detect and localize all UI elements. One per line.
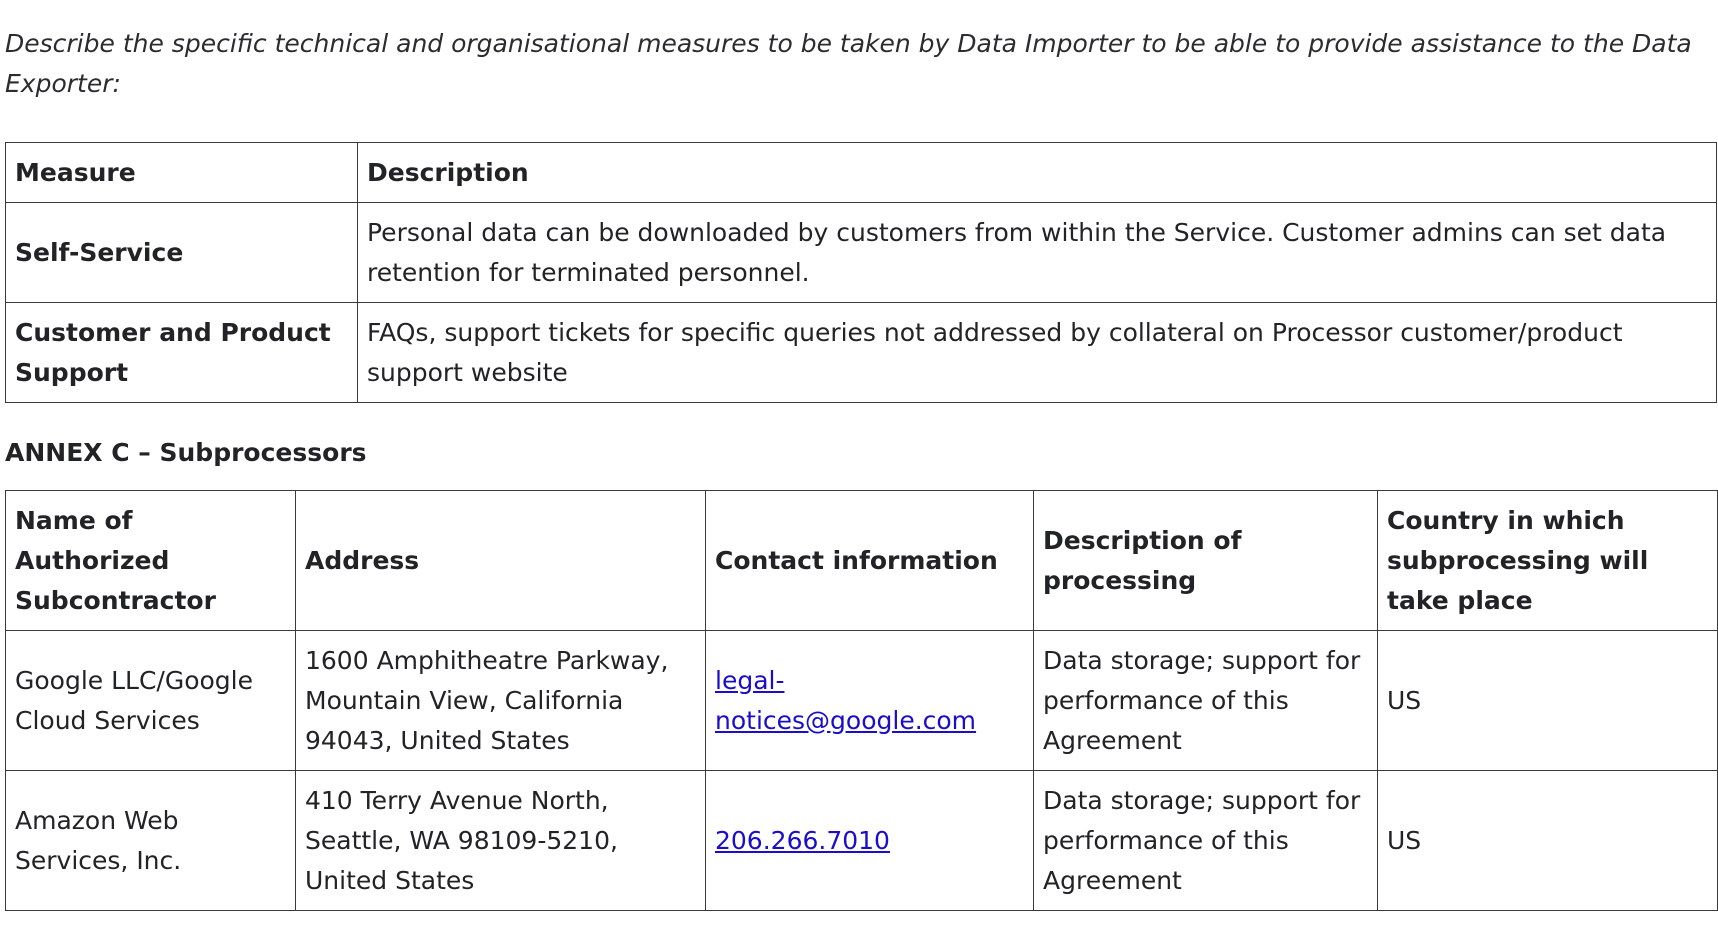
header-processing: Description of processing (1034, 491, 1378, 631)
annex-c-title: ANNEX C – Subprocessors (5, 438, 367, 467)
subprocessor-country: US (1378, 771, 1718, 911)
measure-name: Self-Service (6, 203, 358, 303)
measure-description: FAQs, support tickets for specific queries not addressed by collateral on Processor customer/product support website (358, 303, 1717, 403)
measures-header-row (6, 143, 1717, 203)
header-name: Name of Authorized Subcontractor (6, 491, 296, 631)
measure-description: Personal data can be downloaded by customers from within the Service. Customer admins can set data retention for terminated personnel. (358, 203, 1717, 303)
document-page (5, 0, 1717, 911)
subprocessors-table (5, 490, 1718, 911)
subprocessor-address: 410 Terry Avenue North, Seattle, WA 98109-5210, United States (296, 771, 706, 911)
measures-header-description: Description (358, 143, 1717, 203)
measures-header-measure: Measure (6, 143, 358, 203)
header-address: Address (296, 491, 706, 631)
measures-row (6, 203, 1717, 303)
measures-table (5, 142, 1717, 403)
header-country: Country in which subprocessing will take place (1378, 491, 1718, 631)
subprocessor-name: Amazon Web Services, Inc. (6, 771, 296, 911)
subprocessor-country: US (1378, 631, 1718, 771)
contact-email-link[interactable]: legal-notices@google.com (715, 665, 977, 735)
subprocessor-processing: Data storage; support for performance of this Agreement (1034, 771, 1378, 911)
subprocessor-name: Google LLC/Google Cloud Services (6, 631, 296, 771)
subprocessor-processing: Data storage; support for performance of this Agreement (1034, 631, 1378, 771)
header-contact: Contact information (706, 491, 1034, 631)
measures-row (6, 303, 1717, 403)
subprocessor-contact-cell (706, 771, 1034, 911)
subprocessor-contact-cell (706, 631, 1034, 771)
intro-paragraph: Describe the specific technical and organisational measures to be taken by Data Importer to be able to provide assistance to the Data Exporter: (5, 29, 1692, 98)
subprocessors-header-row (6, 491, 1718, 631)
subprocessor-row (6, 771, 1718, 911)
contact-phone-link[interactable]: 206.266.7010 (715, 825, 890, 855)
measure-name: Customer and Product Support (6, 303, 358, 403)
subprocessor-row (6, 631, 1718, 771)
subprocessor-address: 1600 Amphitheatre Parkway, Mountain View, California 94043, United States (296, 631, 706, 771)
